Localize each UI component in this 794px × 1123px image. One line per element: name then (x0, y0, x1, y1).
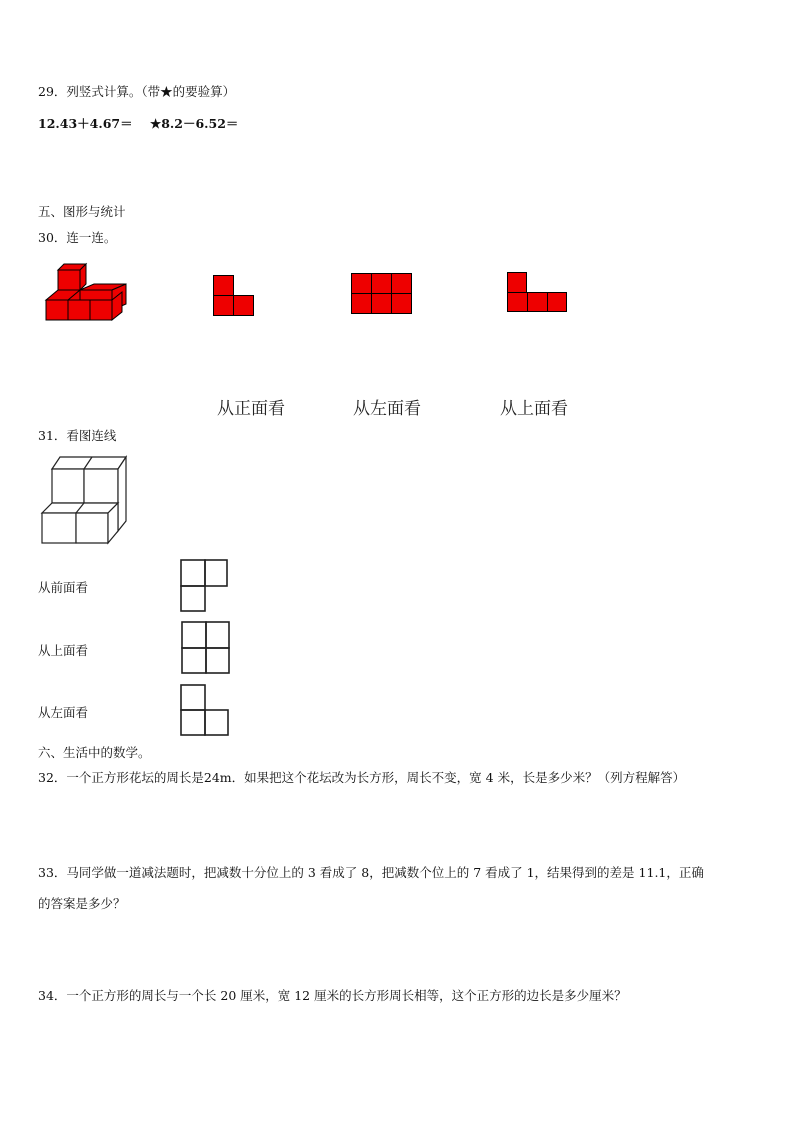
q31-view-shape-2 (181, 621, 231, 675)
q30-label-front: 从正面看 (217, 399, 285, 419)
q32-text: 32．一个正方形花坛的周长是24m．如果把这个花坛改为长方形，周长不变，宽 4 米，长是多少米？（列方程解答） (38, 770, 686, 785)
q30-cube-stack-figure (44, 262, 126, 324)
q31-title: 31．看图连线 (38, 428, 117, 443)
q29-expression-1: 12.43＋4.67＝ (38, 116, 133, 131)
q29-expression-2: ★8.2－6.52＝ (150, 116, 239, 131)
section-6-title: 六、生活中的数学。 (38, 745, 151, 760)
q31-cube-figure (40, 455, 132, 547)
q31-view-shape-3 (180, 684, 230, 738)
q33-text-line1: 33．马同学做一道减法题时，把减数十分位上的 3 看成了 8，把减数个位上的 7 看成了 1，结果得到的差是 11.1，正确 (38, 865, 704, 880)
q31-view-shape-1 (180, 559, 230, 613)
q30-shape-l-small (213, 275, 255, 317)
q30-label-left: 从左面看 (353, 399, 421, 419)
q31-label-front: 从前面看 (38, 580, 89, 595)
q34-text: 34．一个正方形的周长与一个长 20 厘米，宽 12 厘米的长方形周长相等，这个正方形的边长是多少厘米？ (38, 988, 627, 1003)
q31-label-left: 从左面看 (38, 705, 89, 720)
q30-title: 30．连一连。 (38, 230, 117, 245)
q30-shape-rectangle (351, 273, 413, 315)
q33-text-line2: 的答案是多少？ (38, 896, 126, 911)
q31-label-top: 从上面看 (38, 643, 89, 658)
q29-title: 29．列竖式计算。（带★的要验算） (38, 84, 236, 99)
section-5-title: 五、图形与统计 (38, 204, 126, 219)
q30-shape-l-long (507, 272, 569, 314)
q30-label-top: 从上面看 (500, 399, 568, 419)
